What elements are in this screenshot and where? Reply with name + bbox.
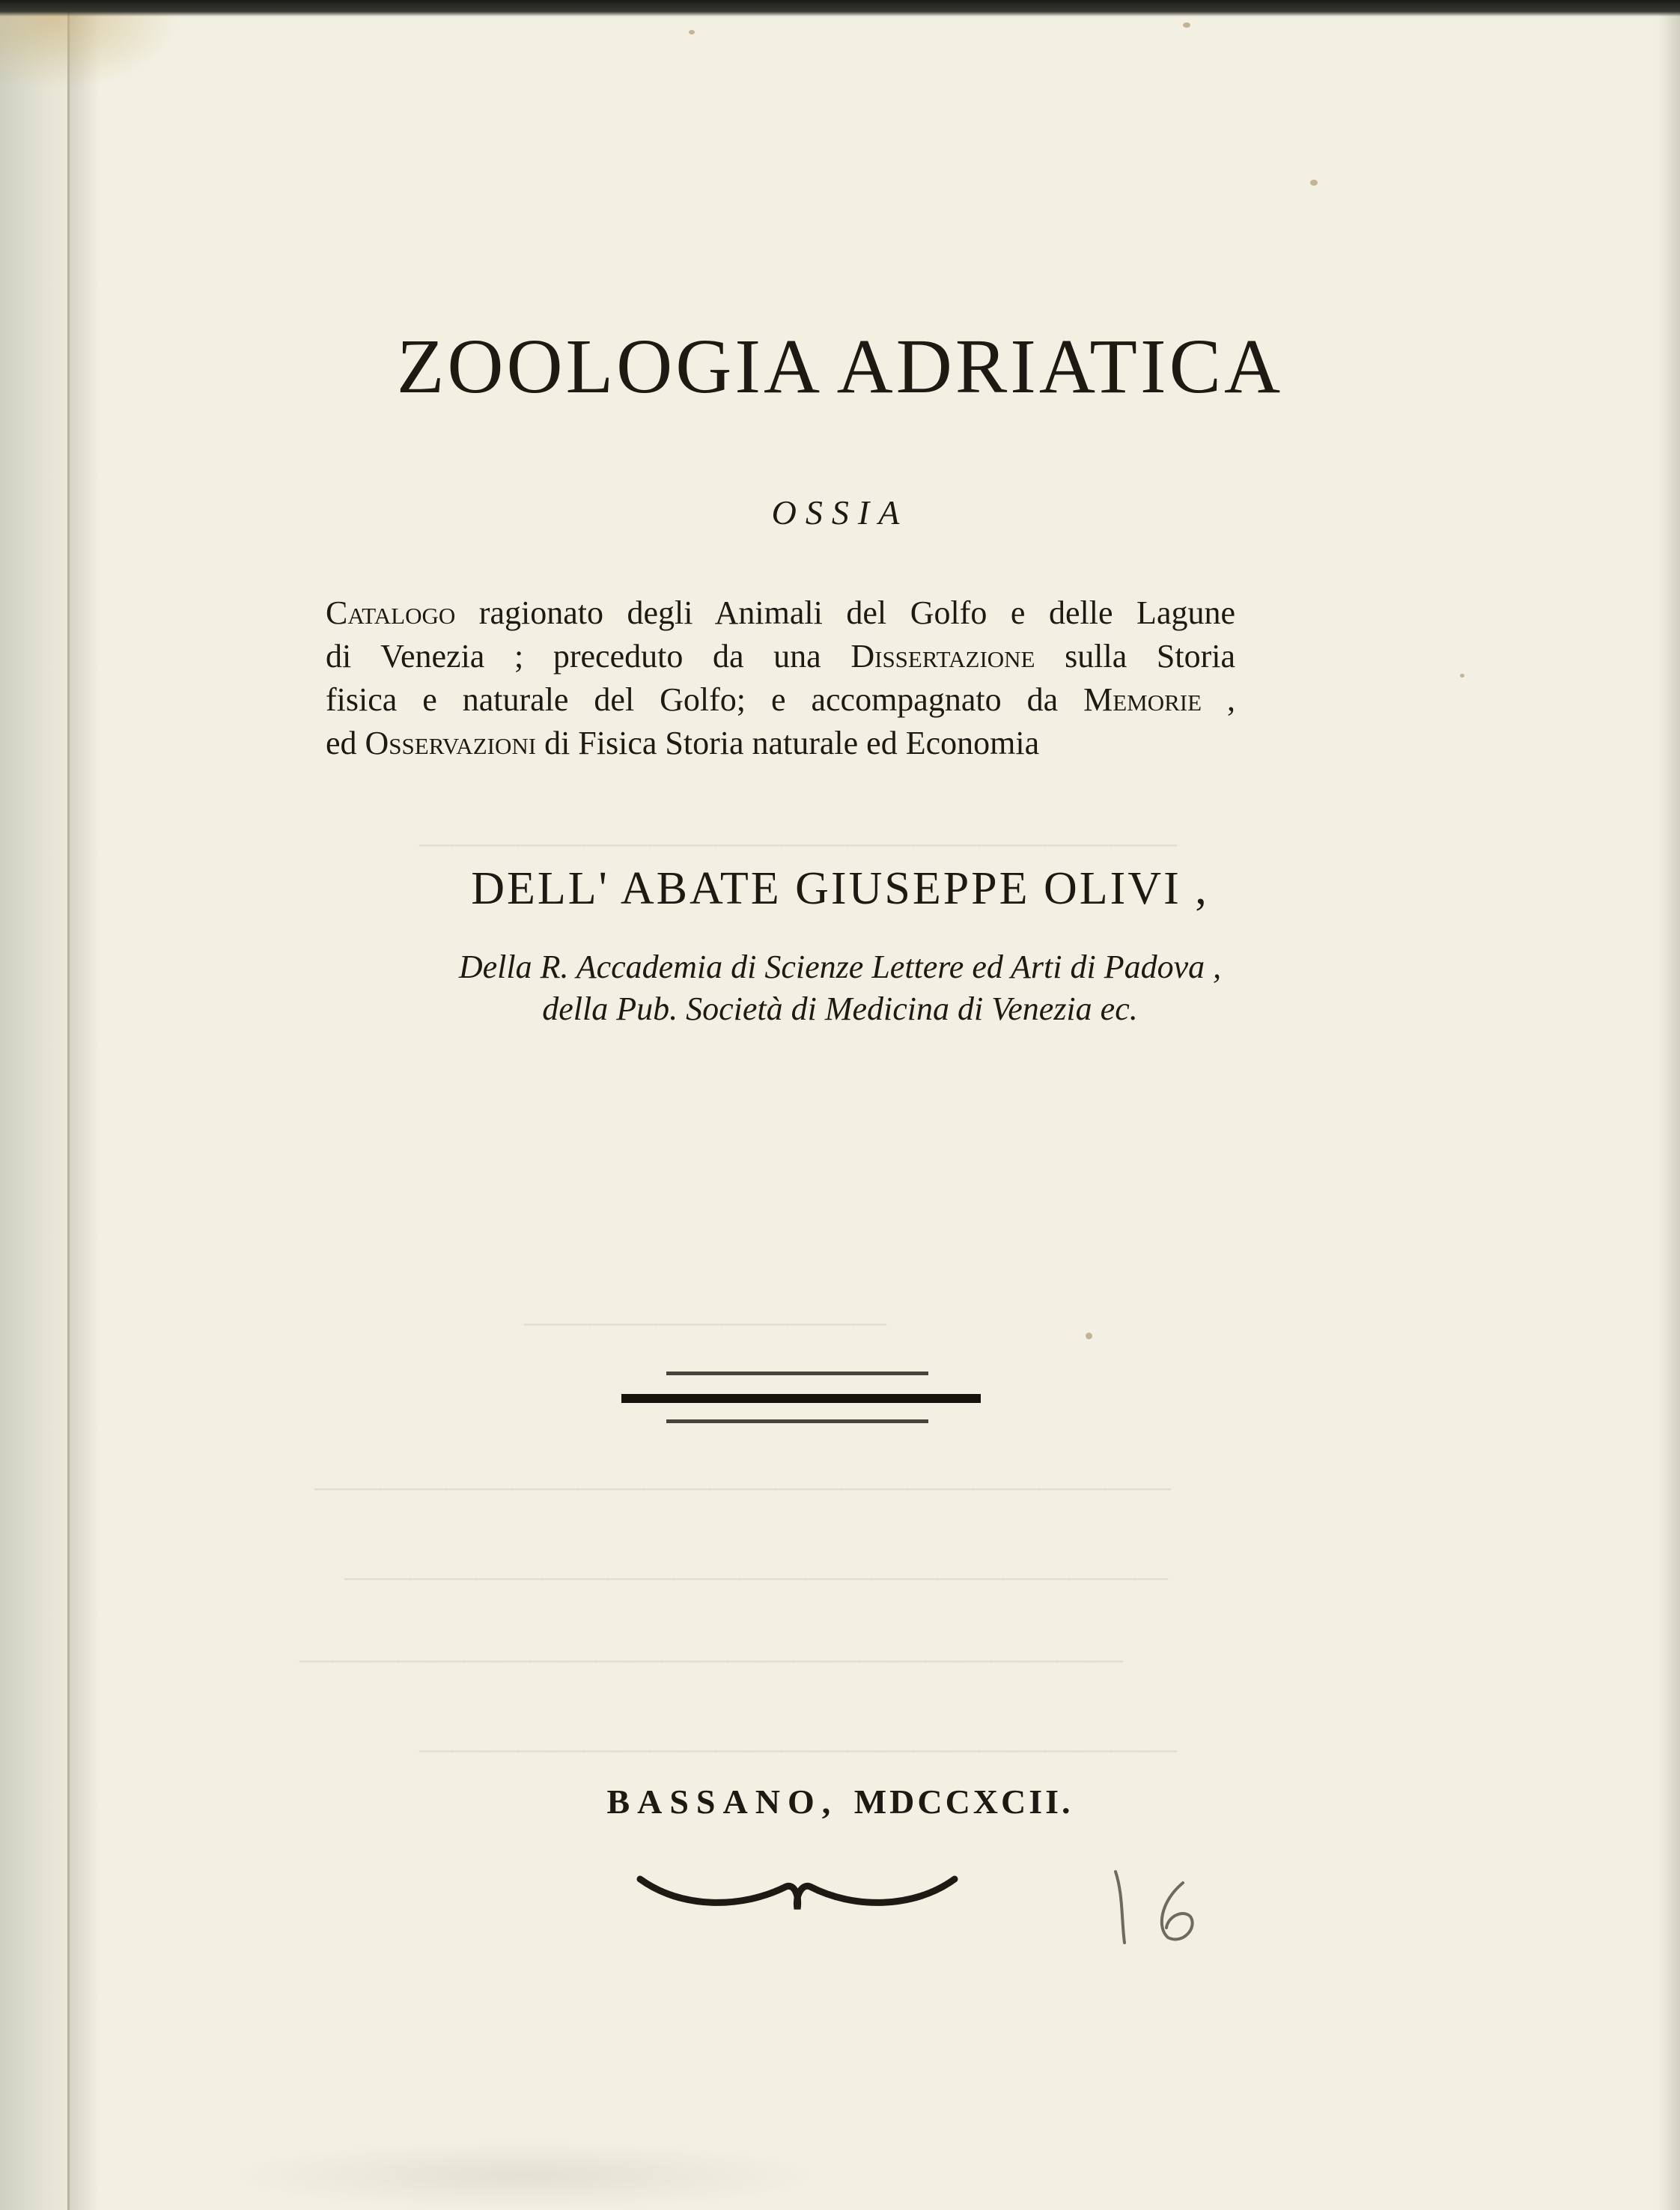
- description-text: di Fisica Storia naturale ed Economia: [536, 725, 1040, 761]
- subtitle-ossia: OSSIA: [771, 493, 909, 532]
- foxing-spot: [689, 30, 695, 34]
- description-text: sulla Storia: [1035, 638, 1236, 675]
- ornamental-swash: [629, 1857, 966, 1924]
- ornamental-rule: [614, 1348, 988, 1437]
- description-line: [326, 678, 1235, 722]
- small-caps-word: Dissertazione: [850, 638, 1035, 675]
- bleed-through-text: ——————————————————————————: [314, 1468, 1171, 1505]
- affiliation-line: Della R. Accademia di Scienze Lettere ed Arti di Padova ,: [458, 949, 1222, 985]
- book-title: ZOOLOGIA ADRIATICA: [396, 323, 1284, 410]
- bleed-through-text: ———————————: [524, 1303, 886, 1340]
- bottom-smudge: [225, 2141, 824, 2210]
- author-line: DELL' ABATE GIUSEPPE OLIVI ,: [471, 863, 1209, 914]
- bleed-through-text: —————————————————————————: [344, 1558, 1168, 1595]
- description-text: ,: [1202, 681, 1236, 718]
- small-caps-word: Catalogo: [326, 594, 456, 631]
- description-text: ragionato degli Animali del Golfo e delle Lagune: [455, 594, 1235, 631]
- description-line: [326, 722, 1235, 765]
- small-caps-word: Memorie: [1083, 681, 1202, 718]
- bleed-through-text: ———————————————————————: [419, 824, 1177, 861]
- foxing-spot: [1310, 180, 1318, 186]
- imprint-year: MDCCXCII.: [853, 1783, 1074, 1821]
- pencil-annotation: [1093, 1857, 1243, 1954]
- foxing-spot: [1183, 22, 1190, 28]
- bleed-through-text: —————————————————————————: [299, 1640, 1123, 1677]
- description-text: fisica e naturale del Golfo; e accompagnato da: [326, 681, 1084, 718]
- description-text: ed: [326, 725, 365, 761]
- description-text: di Venezia ; preceduto da una: [326, 638, 851, 675]
- affiliation-line: della Pub. Società di Medicina di Venezia ec.: [542, 990, 1138, 1027]
- description-line: [326, 591, 1235, 635]
- description-line: [326, 635, 1235, 678]
- scan-top-edge: [0, 0, 1680, 16]
- imprint-place: BASSANO,: [606, 1783, 839, 1821]
- bleed-through-text: ———————————————————————: [419, 1730, 1177, 1767]
- description-block: [326, 591, 1235, 765]
- foxing-spot: [1460, 674, 1464, 678]
- imprint-line: [0, 1782, 1680, 1821]
- small-caps-word: Osservazioni: [365, 725, 537, 761]
- foxing-spot: [1086, 1333, 1092, 1339]
